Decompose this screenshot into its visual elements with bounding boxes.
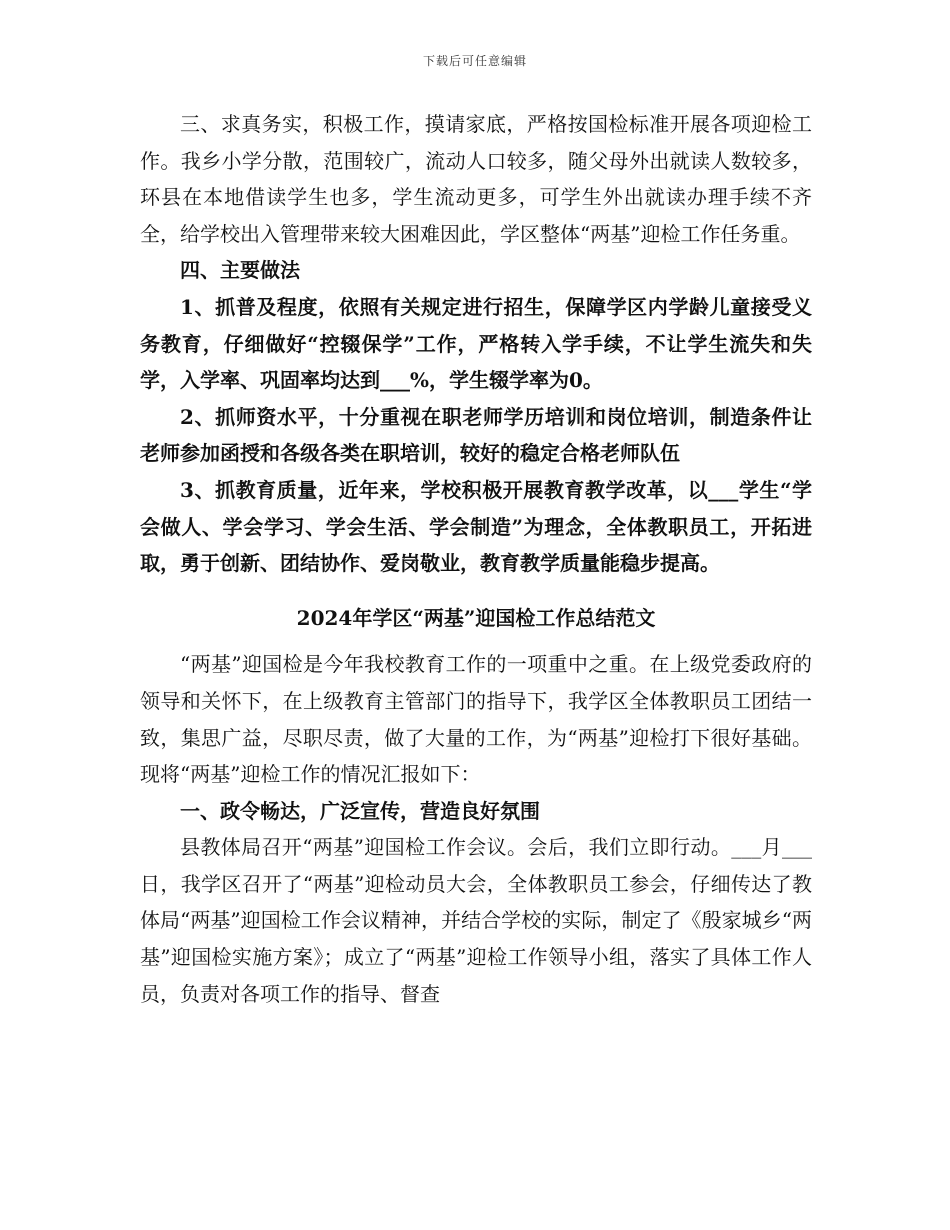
paragraph-practice-2: 2、抓师资水平，十分重视在职老师学历培训和岗位培训，制造条件让老师参加函授和各级各类在职培训，较好的稳定合格老师队伍 [140,404,812,466]
document-body [140,106,812,1012]
page-header: 下载后可任意编辑 [422,54,527,68]
heading-section-one: 一、政令畅达，广泛宣传，营造良好氛围 [180,798,540,823]
heading-main-practices: 四、主要做法 [180,258,300,283]
paragraph-section-one: 县教体局召开“两基”迎国检工作会议。会后，我们立即行动。___月___日，我学区召开了“两基”迎检动员大会，全体教职员工参会，仔细传达了教体局“两基”迎国检工作会议精神，并结合学校的实际，制定了《殷家城乡“两基”迎国检实施方案》；成立了“两基”迎检工作领导小组，落实了具体工作人员，负责对各项工作的指导、督查 [140,835,812,1006]
paragraph-section-three: 三、求真务实，积极工作，摸请家底，严格按国检标准开展各项迎检工作。我乡小学分散，范围较广，流动人口较多，随父母外出就读人数较多，环县在本地借读学生也多，学生流动更多，可学生外出就读办理手续不齐全，给学校出入管理带来较大困难因此，学区整体“两基”迎检工作任务重。 [140,112,812,246]
document-title: 2024年学区“两基”迎国检工作总结范文 [296,605,656,630]
paragraph-practice-1: 1、抓普及程度，依照有关规定进行招生，保障学区内学龄儿童接受义务教育，仔细做好“控辍保学”工作，严格转入学手续，不让学生流失和失学，入学率、巩固率均达到___%，学生辍学率为0。 [140,294,812,393]
paragraph-practice-3: 3、抓教育质量，近年来，学校积极开展教育教学改革，以___学生“学会做人、学会学习、学会生活、学会制造”为理念，全体教职员工，开拓进取，勇于创新、团结协作、爱岗敬业，教育教学质量能稳步提高。 [140,477,812,576]
paragraph-intro: “两基”迎国检是今年我校教育工作的一项重中之重。在上级党委政府的领导和关怀下，在上级教育主管部门的指导下，我学区全体教职员工团结一致，集思广益，尽职尽责，做了大量的工作，为“两基”迎检打下很好基础。现将“两基”迎检工作的情况汇报如下： [140,652,812,787]
